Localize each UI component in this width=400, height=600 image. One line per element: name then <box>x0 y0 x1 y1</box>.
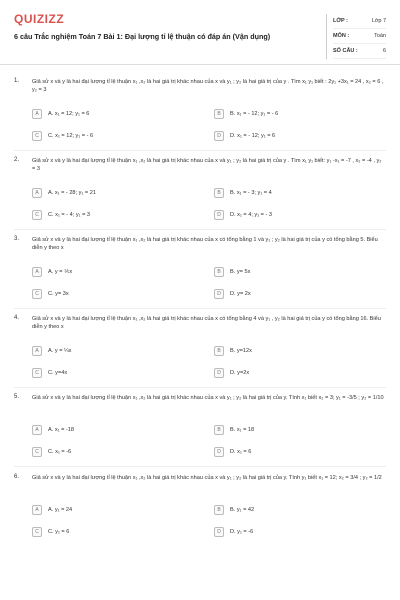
option-text: A. y = ⅕x <box>48 269 73 275</box>
meta-label: LỚP : <box>333 18 348 24</box>
option-letter-box: B <box>214 109 224 119</box>
question-text: Giả sử x và y là hai đại lượng tỉ lệ thuận x₁ ,x₂ là hai giá trị khác nhau của x và y₁ ; y₂ là hai giá trị của y. Tính x₁ biết x₂ = 3; y₁ = -3/5 ; y₂ = 1/10 <box>32 395 384 401</box>
option-d[interactable] <box>214 130 384 142</box>
option-text: A. y₁ = 24 <box>48 507 73 513</box>
option-text: C. x₁ = -6 <box>48 449 72 455</box>
option-text: D. x₁ = - 12; y₁ = 6 <box>230 133 276 139</box>
question-1 <box>14 78 386 150</box>
option-a[interactable] <box>32 345 202 357</box>
option-letter-box: A <box>32 267 42 277</box>
meta-value: Lớp 7 <box>371 18 386 24</box>
option-text: C. y=4x <box>48 370 68 376</box>
option-text: B. x₁ = - 3; y₁ = 4 <box>230 190 272 196</box>
option-c[interactable] <box>32 446 202 458</box>
option-b[interactable] <box>214 266 384 278</box>
meta-row-class <box>333 14 386 29</box>
option-text: A. x₁ = - 28; y₁ = 21 <box>48 190 96 196</box>
question-text: Giả sử x và y là hai đại lượng tỉ lệ thuận x₁ ,x₂ là hai giá trị khác nhau của x và y₁ ; y₂ là hai giá trị của y . Tìm x₁ y₁ biết: y₁ -x₁ = -7 , x₂ = -4 , y₂ = 3 <box>32 158 382 172</box>
option-a[interactable] <box>32 266 202 278</box>
question-text: Giả sử x và y là hai đại lượng tỉ lệ thuận x₁ ,x₂ là hai giá trị khác nhau của x có tổng bằng 4 và y₁ , y₂ là hai giá trị của y có tổng bằng 16. Biểu diễn y theo x <box>32 316 381 330</box>
option-letter-box: C <box>32 527 42 537</box>
meta-value: Toán <box>374 33 386 39</box>
option-text: B. x₁ = 18 <box>230 427 255 433</box>
option-letter-box: A <box>32 346 42 356</box>
option-text: A. x₁ = -18 <box>48 427 74 433</box>
option-letter-box: A <box>32 109 42 119</box>
question-5 <box>14 394 386 466</box>
option-letter-box: D <box>214 527 224 537</box>
option-letter-box: C <box>32 368 42 378</box>
option-a[interactable] <box>32 504 202 516</box>
option-d[interactable] <box>214 446 384 458</box>
meta-label: MÔN : <box>333 33 350 39</box>
header-divider <box>0 64 400 65</box>
option-d[interactable] <box>214 367 384 379</box>
meta-row-count <box>333 44 386 59</box>
option-text: B. x₁ = - 12; y₁ = - 6 <box>230 111 279 117</box>
option-letter-box: B <box>214 267 224 277</box>
meta-table <box>326 14 386 59</box>
option-letter-box: B <box>214 505 224 515</box>
meta-value: 6 <box>382 48 386 54</box>
question-text: Giả sử x và y là hai đại lượng tỉ lệ thuận x₁ ,x₂ là hai giá trị khác nhau của x và y₁ ; y₂ là hai giá trị của y . Tìm x₁ y₁ biết : 2y₁ +3x₁ = 24 , x₂ = 6 , y₂ = 3 <box>32 79 384 93</box>
option-letter-box: D <box>214 131 224 141</box>
option-letter-box: D <box>214 447 224 457</box>
option-a[interactable] <box>32 108 202 120</box>
question-number: 1. <box>14 78 20 84</box>
option-text: C. x₁ = 12; y₁ = - 6 <box>48 133 94 139</box>
option-text: D. y₁ = -6 <box>230 529 254 535</box>
option-c[interactable] <box>32 130 202 142</box>
option-text: C. y₁ = 6 <box>48 529 70 535</box>
option-letter-box: A <box>32 425 42 435</box>
option-text: D. x₁ = 4; y₁ = - 3 <box>230 212 273 218</box>
question-number: 4. <box>14 315 20 321</box>
option-text: A. x₁ = 12; y₁ = 6 <box>48 111 90 117</box>
option-b[interactable] <box>214 504 384 516</box>
question-2 <box>14 157 386 229</box>
option-text: B. y= 5x <box>230 269 251 275</box>
option-text: D. x₁ = 6 <box>230 449 252 455</box>
option-text: C. y= 3x <box>48 291 69 297</box>
option-letter-box: C <box>32 131 42 141</box>
option-text: D. y=2x <box>230 370 250 376</box>
option-letter-box: D <box>214 289 224 299</box>
question-6 <box>14 474 386 546</box>
page-title: 6 câu Trắc nghiệm Toán 7 Bài 1: Đại lượng tỉ lệ thuận có đáp án (Vận dụng) <box>14 32 271 41</box>
option-b[interactable] <box>214 187 384 199</box>
question-4 <box>14 315 386 387</box>
option-b[interactable] <box>214 108 384 120</box>
option-c[interactable] <box>32 288 202 300</box>
option-c[interactable] <box>32 367 202 379</box>
option-letter-box: A <box>32 505 42 515</box>
question-divider <box>14 229 386 230</box>
option-b[interactable] <box>214 345 384 357</box>
option-a[interactable] <box>32 187 202 199</box>
option-letter-box: B <box>214 425 224 435</box>
question-number: 5. <box>14 394 20 400</box>
option-letter-box: A <box>32 188 42 198</box>
option-letter-box: C <box>32 210 42 220</box>
option-text: C. x₁ = - 4; y₁ = 3 <box>48 212 91 218</box>
option-letter-box: C <box>32 447 42 457</box>
option-text: B. y=12x <box>230 348 252 354</box>
question-divider <box>14 308 386 309</box>
option-d[interactable] <box>214 288 384 300</box>
question-text: Giả sử x và y là hai đại lượng tỉ lệ thuận x₁ ,x₂ là hai giá trị khác nhau của x có tổng bằng 1 và y₁ ; y₂ là hai giá trị của y có tổng bằng 5. Biểu diễn y theo x <box>32 237 378 251</box>
option-text: B. y₁ = 42 <box>230 507 255 513</box>
question-divider <box>14 387 386 388</box>
option-c[interactable] <box>32 209 202 221</box>
option-d[interactable] <box>214 526 384 538</box>
option-letter-box: C <box>32 289 42 299</box>
option-letter-box: D <box>214 368 224 378</box>
question-divider <box>14 150 386 151</box>
option-c[interactable] <box>32 526 202 538</box>
option-a[interactable] <box>32 424 202 436</box>
option-letter-box: B <box>214 346 224 356</box>
option-letter-box: D <box>214 210 224 220</box>
quizizz-logo: QUIZIZZ <box>14 12 65 26</box>
worksheet-header <box>14 12 386 62</box>
question-text: Giả sử x và y là hai đại lượng tỉ lệ thuận x₁ ,x₂ là hai giá trị khác nhau của x và y₁ ; y₂ là hai giá trị của y. Tính y₁ biết x₁ = 12; x₂ = 3/4 ; y₂ = 1/2 <box>32 475 382 481</box>
option-b[interactable] <box>214 424 384 436</box>
option-d[interactable] <box>214 209 384 221</box>
question-number: 6. <box>14 474 20 480</box>
option-text: D. y= 2x <box>230 291 251 297</box>
option-letter-box: B <box>214 188 224 198</box>
question-number: 3. <box>14 236 20 242</box>
question-divider <box>14 466 386 467</box>
meta-row-subject <box>333 29 386 44</box>
question-3 <box>14 236 386 308</box>
option-text: A. y = ¼x <box>48 348 72 354</box>
question-number: 2. <box>14 157 20 163</box>
meta-label: SỐ CÂU : <box>333 48 358 54</box>
